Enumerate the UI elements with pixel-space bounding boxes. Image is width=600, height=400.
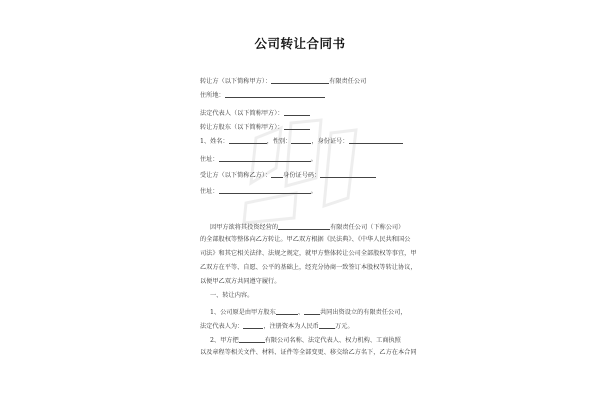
- s1-line2-b: ，注册资本为人民币: [263, 323, 319, 330]
- s2-line1: [210, 335, 401, 345]
- s2-blank: [239, 335, 265, 343]
- receiver-line: [200, 170, 376, 180]
- shareholder-line: [200, 122, 310, 132]
- legal-rep-blank: [284, 108, 310, 116]
- para1-blank: [278, 222, 330, 230]
- s1-rep-blank: [243, 321, 263, 329]
- receiver-id-label: 身份证号码：: [283, 172, 321, 179]
- gender-blank: [291, 136, 311, 144]
- legal-rep-line: [200, 108, 310, 118]
- item1-prefix: 1、姓名：: [200, 138, 229, 145]
- para1-line2: 的全部股权等整体向乙方转让。甲乙双方根据《民法典》、《中华人民共和国公: [200, 236, 411, 243]
- s2-line2: 以及章程等相关文件、材料、证件等全部变更、移交给乙方名下，乙方在本合同: [200, 349, 417, 356]
- section1-heading: 一、转让内容。: [210, 292, 254, 299]
- receiver-residence-label: 住址：: [200, 188, 219, 195]
- transferor-blank: [271, 76, 329, 84]
- residence-label: 住址：: [200, 156, 219, 163]
- shareholder-label: 转让方股东（以下简称甲方）：: [200, 124, 284, 131]
- transferor-line: [200, 76, 366, 86]
- shareholder-blank: [284, 122, 310, 130]
- item1-line: [200, 136, 403, 146]
- s1-capital-blank: [319, 321, 335, 329]
- name-blank: [229, 136, 267, 144]
- s1-c: 共同出资设立的有限责任公司，: [320, 309, 407, 316]
- s1-line2: [200, 321, 354, 331]
- s1-line2-a: 法定代表人为：: [200, 323, 244, 330]
- id-blank: [349, 136, 403, 144]
- para1-line4: 乙双方在平等、自愿、公平的基础上，经充分协商一致签订本股权等转让协议，: [200, 264, 417, 271]
- s2-b: 有限公司名称、法定代表人、权力机构、工商执照: [264, 337, 401, 344]
- document-title: 公司转让合同书: [254, 36, 346, 51]
- s1-line2-c: 万元。: [335, 323, 354, 330]
- transferor-label: 转让方（以下简称甲方）：: [200, 78, 272, 85]
- receiver-label: 受让方（以下简称乙方）：: [200, 172, 272, 179]
- para1-a: 因甲方欲将其投资经营的: [210, 224, 279, 231]
- receiver-id-blank: [320, 170, 376, 178]
- para1-line3: 司法》和其它相关法律、法规之规定，就甲方整体转让公司全部股权等事宜，甲: [200, 250, 417, 257]
- residence-line: 住址： 。: [200, 156, 317, 163]
- s1-a: 1、公司原是由甲方股东: [210, 309, 276, 316]
- receiver-blank: [271, 170, 283, 178]
- id-label: ，身份证号：: [311, 138, 349, 145]
- company-suffix: 有限责任公司: [329, 78, 367, 85]
- receiver-residence-blank: [219, 186, 311, 194]
- address-blank: [225, 90, 325, 98]
- s1-b: 、: [297, 309, 304, 316]
- gender-label: ，性别：: [266, 138, 292, 145]
- para1-line5: 以便甲乙双方共同遵守履行。: [200, 278, 281, 285]
- s1-blank1: [276, 307, 298, 315]
- address-line: [200, 90, 325, 100]
- address-label: 住所地：: [200, 92, 225, 99]
- s1-blank2: [304, 307, 320, 315]
- residence-blank: [219, 154, 311, 162]
- para1-line1: [210, 222, 404, 232]
- para1-b: 有限责任公司（下称公司）: [330, 224, 405, 231]
- legal-rep-label: 法定代表人（以下简称甲方）：: [200, 110, 284, 117]
- s2-a: 2、甲方把: [210, 337, 239, 344]
- s1-line1: [210, 307, 407, 317]
- receiver-residence-line: 住址： 。: [200, 188, 317, 195]
